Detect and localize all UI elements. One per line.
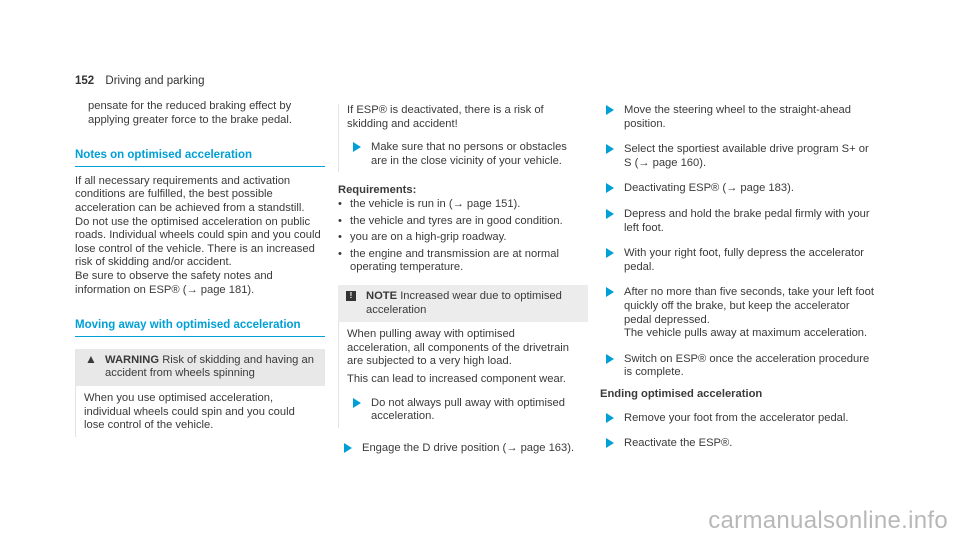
page-header [75, 75, 204, 89]
page-number: 152 [75, 75, 95, 87]
step-6-result: The vehicle pulls away at maximum acceleration. [624, 327, 868, 340]
step-2: Select the sportiest available drive program S+ or S (→ page 160). [600, 143, 875, 170]
list-item: • you are on a high-grip roadway. [338, 231, 588, 245]
section-title: Driving and parking [105, 75, 205, 87]
warning-title: Risk of skidding and having an accident from wheels spinning [105, 353, 314, 380]
heading-rule [75, 166, 325, 167]
list-item: • the vehicle is run in (→ page 151). [338, 198, 588, 212]
step-arrow-icon [606, 144, 614, 154]
note-body [338, 322, 588, 428]
ending-step-2: Reactivate the ESP®. [600, 437, 875, 451]
step-arrow-icon [606, 209, 614, 219]
notes-paragraph-3: Be sure to observe the safety notes and information on ESP® (→ page 181). [75, 269, 273, 296]
engage-step: Engage the D drive position (→ page 163). [338, 442, 588, 456]
esp-text: If ESP® is deactivated, there is a risk of skidding and accident! [347, 104, 544, 130]
ending-step-1: Remove your foot from the accelerator pedal. [600, 412, 875, 426]
step-7: Switch on ESP® once the acceleration procedure is complete. [600, 353, 875, 380]
warning-header [75, 349, 325, 386]
note-paragraph-2: This can lead to increased component wear. [347, 372, 566, 385]
column-1 [75, 100, 325, 437]
esp-warning-continued [338, 104, 588, 172]
notes-paragraph-2: Do not use the optimised acceleration on public roads. Individual wheels could spin and you could lose control of the vehicle. There is an increased risk of skidding and/or accident. [75, 215, 321, 269]
step-arrow-icon [606, 354, 614, 364]
warning-triangle-icon: ▲ [85, 351, 97, 366]
note-header [338, 285, 588, 322]
step-1: Move the steering wheel to the straight-ahead position. [600, 104, 875, 131]
column-2 [338, 104, 588, 455]
note-paragraph-1: When pulling away with optimised acceleration, all components of the drivetrain are subjected to a very high load. [347, 328, 570, 368]
intro-text: pensate for the reduced braking effect by applying greater force to the brake pedal. [88, 100, 292, 126]
ending-heading: Ending optimised acceleration [600, 387, 763, 400]
step-6: After no more than five seconds, take your left foot quickly off the brake, but keep the accelerator pedal depressed. The vehicle pulls away at maximum acceleration. [600, 286, 875, 340]
list-item: • the engine and transmission are at normal operating temperature. [338, 248, 588, 275]
note-title: Increased wear due to optimised acceleration [366, 289, 562, 316]
warning-box [75, 349, 325, 437]
requirements-heading: Requirements: [338, 184, 417, 197]
esp-step: Make sure that no persons or obstacles are in the close vicinity of your vehicle. [347, 141, 580, 168]
step-4: Depress and hold the brake pedal firmly with your left foot. [600, 208, 875, 235]
step-arrow-icon [606, 413, 614, 423]
moving-heading: Moving away with optimised acceleration [75, 319, 301, 332]
heading-rule [75, 336, 325, 337]
step-arrow-icon [606, 438, 614, 448]
notes-paragraph-1: If all necessary requirements and activation conditions are fulfilled, the best possible acceleration can be achieved from a standstill. [75, 174, 305, 214]
warning-body: When you use optimised acceleration, individual wheels could spin and you could lose control of the vehicle. [75, 386, 325, 437]
step-arrow-icon [353, 142, 361, 152]
list-item: • the vehicle and tyres are in good condition. [338, 215, 588, 229]
warning-label: WARNING [105, 353, 160, 366]
step-arrow-icon [344, 443, 352, 453]
note-icon: ! [346, 291, 356, 301]
note-step: Do not always pull away with optimised acceleration. [347, 397, 580, 424]
step-arrow-icon [353, 398, 361, 408]
step-arrow-icon [606, 105, 614, 115]
step-3: Deactivating ESP® (→ page 183). [600, 182, 875, 196]
notes-heading: Notes on optimised acceleration [75, 149, 253, 162]
note-box [338, 285, 588, 428]
step-5: With your right foot, fully depress the accelerator pedal. [600, 247, 875, 274]
note-label: NOTE [366, 289, 398, 302]
step-arrow-icon [606, 248, 614, 258]
watermark: carmanualsonline.info [708, 507, 948, 534]
step-arrow-icon [606, 183, 614, 193]
step-arrow-icon [606, 287, 614, 297]
column-3 [600, 104, 875, 451]
